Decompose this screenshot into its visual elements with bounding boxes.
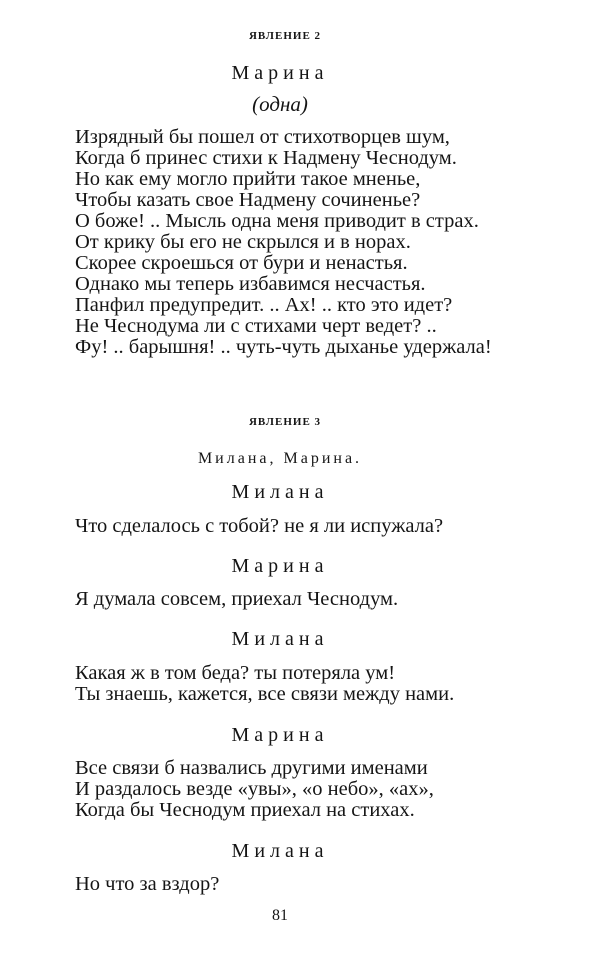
verse-line: Скорее скроешься от бури и ненастья.	[75, 252, 408, 274]
verse-block	[75, 516, 443, 537]
verse-line: Ты знаешь, кажется, все связи между нами.	[75, 683, 455, 705]
verse-line: Панфил предупредит. .. Ах! .. кто это идет?	[75, 294, 453, 316]
speaker-name: Милана	[231, 628, 329, 650]
verse-line: Но что за вздор?	[75, 873, 220, 895]
verse-line: Что сделалось с тобой? не я ли испужала?	[75, 515, 444, 537]
speaker-name: Милана	[231, 481, 329, 503]
speaker-name: Марина	[231, 555, 329, 577]
verse-line: Однако мы теперь избавимся несчастья.	[75, 273, 426, 295]
verse-line: Все связи б назвались другими именами	[75, 757, 428, 779]
verse-line: Когда б принес стихи к Надмену Чеснодум.	[75, 147, 457, 169]
verse-line: О боже! .. Мысль одна меня приводит в страх.	[75, 210, 479, 232]
verse-line: И раздалось везде «увы», «о небо», «ах»,	[75, 778, 434, 800]
verse-line: Когда бы Чеснодум приехал на стихах.	[75, 799, 415, 821]
verse-line: Не Чеснодума ли с стихами черт ведет? ..	[75, 315, 437, 337]
verse-line: От крику бы его не скрылся и в норах.	[75, 231, 411, 253]
stage-direction: (одна)	[252, 92, 308, 116]
verse-line: Чтобы казать свое Надмену сочиненье?	[75, 189, 421, 211]
verse-block	[75, 663, 454, 705]
verse-block	[75, 589, 398, 610]
scene-heading: ЯВЛЕНИЕ 3	[248, 416, 322, 428]
verse-line: Но как ему могло прийти такое мненье,	[75, 168, 421, 190]
verse-line: Фу! .. барышня! .. чуть-чуть дыханье удержала!	[75, 336, 492, 358]
verse-line: Изрядный бы пошел от стихотворцев шум,	[75, 126, 450, 148]
page-number: 81	[272, 907, 288, 924]
speaker-name: Марина	[231, 62, 329, 84]
speaker-name: Милана	[231, 840, 329, 862]
verse-block	[75, 127, 492, 358]
cast-list: Милана, Марина.	[197, 450, 363, 467]
verse-line: Я думала совсем, приехал Чеснодум.	[75, 588, 399, 610]
scene-heading: ЯВЛЕНИЕ 2	[248, 30, 322, 42]
speaker-name: Марина	[231, 724, 329, 746]
verse-line: Какая ж в том беда? ты потеряла ум!	[75, 662, 396, 684]
verse-block	[75, 874, 219, 895]
verse-block	[75, 758, 434, 821]
